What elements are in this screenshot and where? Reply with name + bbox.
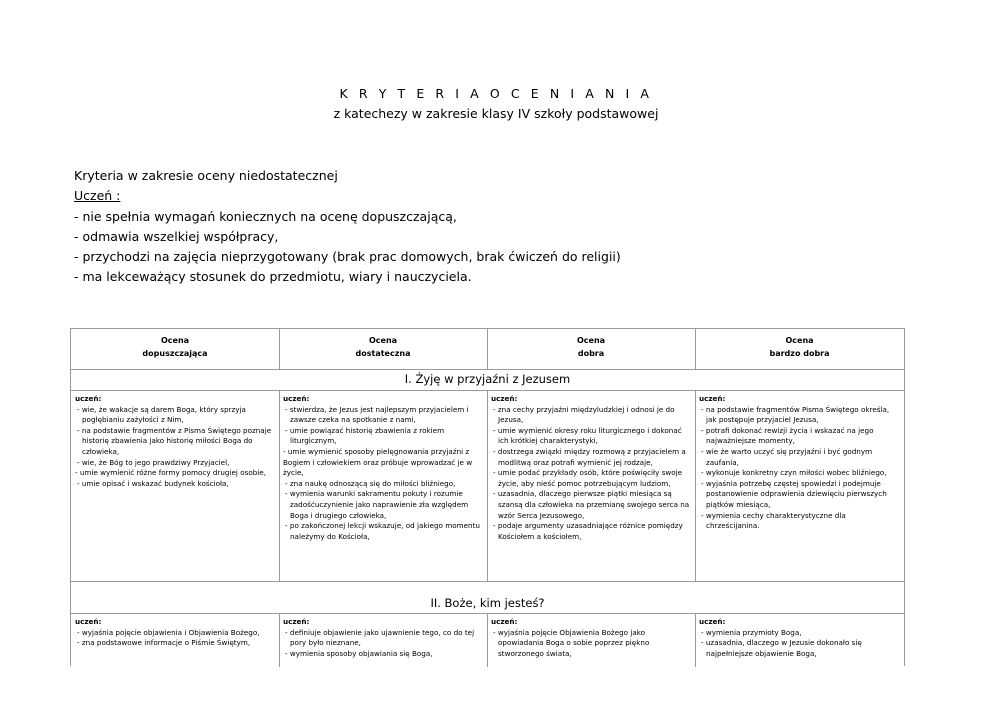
criteria-item: - na podstawie fragmentów Pisma Świętego określa, jak postępuje przyjaciel Jezusa, — [701, 404, 890, 425]
criteria-item: - zna podstawowe informacje o Piśmie Świętym, — [77, 638, 251, 648]
criteria-cell — [283, 394, 482, 542]
header-line1: Ocena — [368, 336, 398, 345]
criteria-item: - umie powiązać historię zbawienia z rokiem liturgicznym, — [285, 425, 445, 446]
header-cell-dobra — [487, 334, 695, 360]
cell-label: uczeń: — [699, 617, 726, 626]
column-divider — [695, 390, 696, 581]
criteria-cell — [75, 394, 274, 489]
insufficient-heading: Kryteria w zakresie oceny niedostatecznej — [74, 168, 338, 183]
criteria-item: - wymienia warunki sakramentu pokuty i rozumie zadośćuczynienie jako naprawienie zła względem Boga i drugiego człowieka, — [285, 489, 469, 520]
section-title: I. Żyję w przyjaźni z Jezusem — [404, 372, 571, 386]
criteria-item: - potrafi dokonać rewizji życia i wskazać na jego najważniejsze momenty, — [701, 425, 874, 446]
header-cell-dostateczna — [279, 334, 487, 360]
header-line2: dopuszczająca — [142, 349, 208, 358]
criteria-item: - zna naukę odnoszącą się do miłości bliźniego, — [285, 478, 456, 488]
criteria-item: - dostrzega związki między rozmową z przyjacielem a modlitwą oraz potrafi wymienić jej rodzaje, — [493, 446, 686, 467]
column-divider — [487, 390, 488, 581]
criteria-cell — [283, 617, 482, 659]
header-line1: Ocena — [785, 336, 814, 345]
document-subtitle: z katechezy w zakresie klasy IV szkoły podstawowej — [333, 106, 659, 121]
criteria-cell — [699, 394, 899, 532]
criteria-item: - umie wymienić różne formy pomocy drugiej osobie, — [75, 468, 266, 478]
column-divider — [487, 613, 488, 667]
criteria-item: - uzasadnia, dlaczego w Jezusie dokonało się najpełniejsze objawienie Boga, — [701, 638, 862, 658]
header-cell-bardzo-dobra — [695, 334, 904, 360]
criteria-item: - zna cechy przyjaźni międzyludzkiej i odnosi je do Jezusa, — [493, 404, 675, 425]
header-line2: dobra — [577, 349, 605, 358]
requirement-item: - ma lekceważący stosunek do przedmiotu, wiary i nauczyciela. — [74, 269, 472, 284]
cell-label: uczeń: — [75, 394, 102, 403]
criteria-cell — [699, 617, 899, 659]
requirement-item: - odmawia wszelkiej współpracy, — [74, 229, 279, 244]
row-divider — [71, 369, 904, 370]
document-title: K R Y T E R I A O C E N I A N I A — [339, 86, 653, 101]
criteria-cell — [491, 394, 690, 542]
criteria-item: - umie podać przykłady osób, które poświęciły swoje życie, aby nieść pomoc potrzebującym ludziom, — [493, 468, 683, 488]
header-line2: dostateczna — [355, 349, 411, 358]
criteria-item: - na podstawie fragmentów z Pisma Świętego poznaje historię zbawienia jako historię miłości Boga do człowieka, — [77, 425, 272, 456]
criteria-item: - wymienia przymioty Boga, — [701, 627, 802, 637]
criteria-item: - wykonuje konkretny czyn miłości wobec bliźniego, — [701, 468, 887, 478]
requirement-item: - przychodzi na zajęcia nieprzygotowany (brak prac domowych, brak ćwiczeń do religii) — [74, 249, 621, 264]
header-line1: Ocena — [160, 336, 190, 345]
criteria-item: - wie że warto uczyć się przyjaźni i być godnym zaufania, — [701, 446, 873, 467]
criteria-item: - definiuje objawienie jako ujawnienie tego, co do tej pory było nieznane, — [285, 627, 475, 648]
column-divider — [279, 613, 280, 667]
criteria-item: - wie, że Bóg to jego prawdziwy Przyjaciel, — [77, 457, 230, 467]
criteria-item: - wie, że wakacje są darem Boga, który sprzyja pogłębianiu zażyłości z Nim, — [77, 404, 246, 425]
criteria-item: - po zakończonej lekcji wskazuje, od jakiego momentu należymy do Kościoła, — [285, 521, 480, 541]
criteria-item: - podaje argumenty uzasadniające różnice pomiędzy Kościołem a kościołem, — [493, 521, 683, 541]
header-line2: bardzo dobra — [769, 349, 830, 358]
criteria-item: - umie wymienić okresy roku liturgicznego i dokonać ich krótkiej charakterystyki, — [493, 425, 682, 446]
cell-label: uczeń: — [283, 617, 310, 626]
criteria-item: - uzasadnia, dlaczego pierwsze piątki miesiąca są szansą dla człowieka na przemianę swojego serca na wzór Serca Jezusowego, — [493, 489, 690, 520]
cell-label: uczeń: — [491, 617, 518, 626]
requirement-item: - nie spełnia wymagań koniecznych na ocenę dopuszczającą, — [74, 209, 457, 224]
column-divider — [695, 613, 696, 667]
row-divider — [71, 581, 904, 582]
section-title: II. Boże, kim jesteś? — [430, 596, 545, 610]
criteria-cell — [491, 617, 690, 659]
header-cell-dopuszczajaca — [71, 334, 279, 360]
criteria-item: - wymienia sposoby objawiania się Boga, — [285, 648, 433, 658]
cell-label: uczeń: — [699, 394, 726, 403]
cell-label: uczeń: — [75, 617, 102, 626]
column-divider — [279, 390, 280, 581]
cell-label: uczeń: — [283, 394, 310, 403]
criteria-item: - umie opisać i wskazać budynek kościoła, — [77, 478, 229, 488]
header-line1: Ocena — [576, 336, 606, 345]
student-label: Uczeń : — [74, 188, 121, 203]
criteria-item: - umie wymienić sposoby pielęgnowania przyjaźni z Bogiem i człowiekiem oraz próbuje wprowadzać je w życie, — [283, 446, 473, 478]
criteria-item: - wyjaśnia pojęcie objawienia i Objawienia Bożego, — [77, 627, 260, 637]
criteria-item: - wyjaśnia potrzebę częstej spowiedzi i podejmuje postanowienie odprawienia dziewięciu pierwszych piątków miesiąca, — [701, 478, 887, 509]
criteria-item: - stwierdza, że Jezus jest najlepszym przyjacielem i zawsze czeka na spotkanie z nami, — [285, 404, 469, 425]
criteria-item: - wymienia cechy charakterystyczne dla chrześcijanina. — [701, 510, 846, 531]
grading-table — [70, 328, 905, 666]
criteria-cell — [75, 617, 274, 649]
criteria-item: - wyjaśnia pojęcie Objawienia Bożego jako opowiadania Boga o sobie poprzez piękno stworzonego świata, — [493, 627, 650, 658]
cell-label: uczeń: — [491, 394, 518, 403]
